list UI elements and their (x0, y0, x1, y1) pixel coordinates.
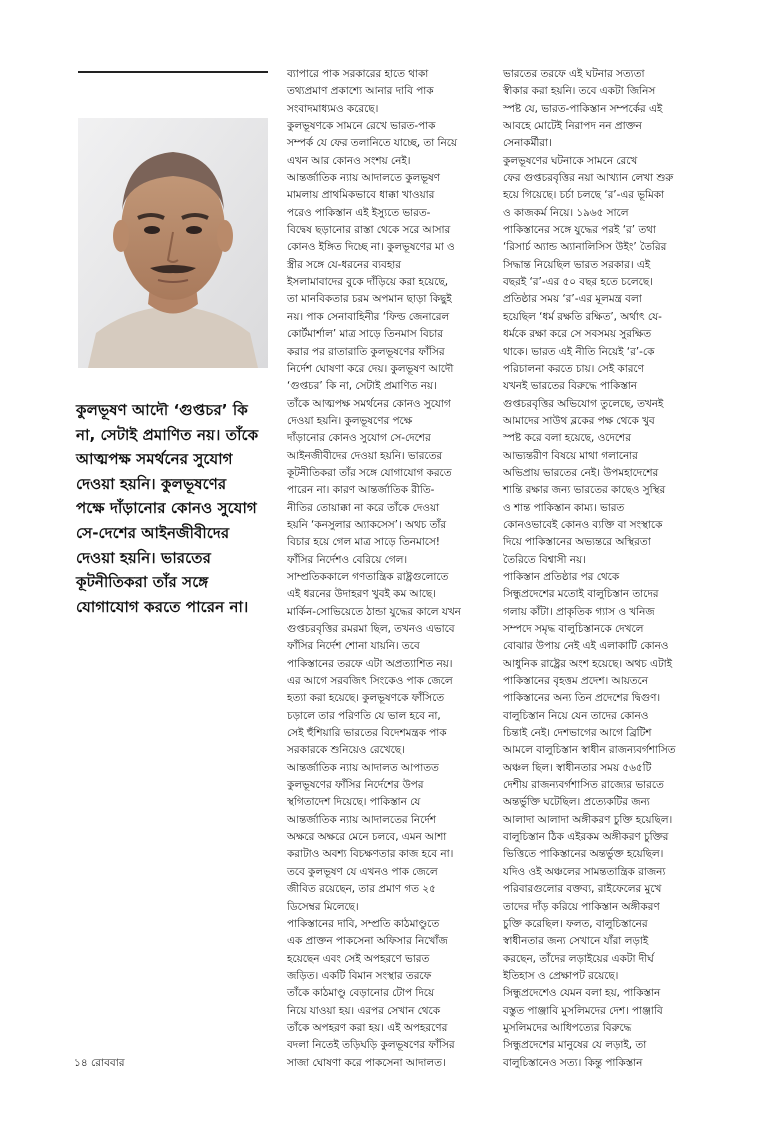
top-rule (78, 71, 268, 73)
article-column-1: ব্যাপারে পাক সরকারের হাতে থাকা তথ্যপ্রমাণ প্রকাশ্যে আনার দাবি পাক সংবাদমাধ্যমও করেছে। কুলভূষণকে সামনে রেখে ভারত-পাক সম্পর্ক যে ফের তলানিতে যাচ্ছে, তা নিয়ে এখন আর কোনও সংশয় নেই। আন্তর্জাতিক ন্যায় আদালতে কুলভূষণ মামলায় প্রাথমিকভাবে ধাক্কা খাওয়ার পরেও পাকিস্তান এই ইস্যুতে ভারত- বিদ্বেষ ছড়ানোর রাস্তা থেকে সরে আসার কোনও ইঙ্গিত দিচ্ছে না। কুলভূষণের মা ও স্ত্রীর সঙ্গে যে-ধরনের ব্যবহার ইসলামাবাদের বুকে দাঁড়িয়ে করা হয়েছে, তা মানবিকতার চরম অপমান ছাড়া কিছুই নয়। পাক সেনাবাহিনীর ‘ফিল্ড জেনারেল কোর্টমার্শাল’ মাত্র সাড়ে তিনমাস বিচার করার পর রাতারাতি কুলভূষণের ফাঁসির নির্দেশ ঘোষণা করে দেয়। কুলভূষণ আদৌ ‘গুপ্তচর’ কি না, সেটাই প্রমাণিত নয়। তাঁকে আত্মপক্ষ সমর্থনের কোনও সুযোগ দেওয়া হয়নি। কুলভূষণের পক্ষে দাঁড়ানোর কোনও সুযোগ সে-দেশের আইনজীবীদের দেওয়া হয়নি। ভারতের কূটনীতিকরা তাঁর সঙ্গে যোগাযোগ করতে পারেন না। কারণ আন্তর্জাতিক রীতি- নীতির তোয়াক্কা না করে তাঁকে দেওয়া হয়নি ‘কনসুলার অ্যাকসেস’। অথচ তাঁর বিচার হয়ে গেল মাত্র সাড়ে তিনমাসে! ফাঁসির নির্দেশও বেরিয়ে গেল। সাম্প্রতিককালে গণতান্ত্রিক রাষ্ট্রগুলোতে এই ধরনের উদাহরণ খুবই কম আছে। মার্কিন-সোভিয়েতে ঠান্ডা যুদ্ধের কালে যখন গুপ্তচরবৃত্তির রমরমা ছিল, তখনও এভাবে ফাঁসির নির্দেশ শোনা যায়নি। তবে পাকিস্তানের তরফে এটা অপ্রত্যাশিত নয়। এর আগে সরবজিৎ সিংকেও পাক জেলে হত্যা করা হয়েছে। কুলভূষণকে ফাঁসিতে চড়ালে তার পরিণতি যে ভাল হবে না, সেই হুঁশিয়ারি ভারতের বিদেশমন্ত্রক পাক সরকারকে শুনিয়েও রেখেছে। আন্তর্জাতিক ন্যায় আদালত আপাতত কুলভূষণের ফাঁসির নির্দেশের উপর স্থগিতাদেশ দিয়েছে। পাকিস্তান যে আন্তর্জাতিক ন্যায় আদালতের নির্দেশ অক্ষরে অক্ষরে মেনে চলবে, এমন আশা করাটাও অবশ্য বিচক্ষণতার কাজ হবে না। তবে কুলভূষণ যে এখনও পাক জেলে জীবিত রয়েছেন, তার প্রমাণ গত ২৫ ডিসেম্বর মিলেছে। পাকিস্তানের দাবি, সম্প্রতি কাঠমাণ্ডুতে এক প্রাক্তন পাকসেনা অফিসার নিখোঁজ হয়েছেন এবং সেই অপহরণে ভারত জড়িত। একটি বিমান সংস্থার তরফে তাঁকে কাঠমাণ্ডু বেড়ানোর টোপ দিয়ে নিয়ে যাওয়া হয়। এরপর সেখান থেকে তাঁকে অপহরণ করা হয়। এই অপহরণের বদলা নিতেই তড়িঘড়ি কুলভূষণের ফাঁসির সাজা ঘোষণা করে পাকসেনা আদালত। (287, 68, 461, 1069)
publication-name: রোববার (90, 1057, 125, 1069)
pull-quote: কুলভূষণ আদৌ ‘গুপ্তচর’ কি না, সেটাই প্রমাণিত নয়। তাঁকে আত্মপক্ষ সমর্থনের সুযোগ দেওয়া হয়নি। কুলভূষণের পক্ষে দাঁড়ানোর কোনও সুযোগ সে-দেশের আইনজীবীদের দেওয়া হয়নি। ভারতের কূটনীতিকরা তাঁর সঙ্গে যোগাযোগ করতে পারেন না। (76, 401, 259, 616)
article-column-2: ভারতের তরফে এই ঘটনার সত্যতা স্বীকার করা হয়নি। তবে একটা জিনিস স্পষ্ট যে, ভারত-পাকিস্তান সম্পর্কের এই আবহে মোটেই নিরাপদ নন প্রাক্তন সেনাকর্মীরা। কুলভূষণের ঘটনাকে সামনে রেখে ফের গুপ্তচরবৃত্তির নয়া আখ্যান লেখা শুরু হয়ে গিয়েছে। চর্চা চলছে ‘র’-এর ভূমিকা ও কাজকর্ম নিয়ে। ১৯৬৫ সালে পাকিস্তানের সঙ্গে যুদ্ধের পরই ‘র’ তথা ‘রিসার্চ অ্যান্ড অ্যানালিসিস উইং’ তৈরির সিদ্ধান্ত নিয়েছিল ভারত সরকার। এই বছরই ‘র’-এর ৫০ বছর হতে চলেছে। প্রতিষ্ঠার সময় ‘র’-এর মূলমন্ত্র বলা হয়েছিল ‘ধর্ম রক্ষতি রক্ষিত’, অর্থাৎ যে- ধর্মকে রক্ষা করে সে সবসময় সুরক্ষিত থাকে। ভারত এই নীতি নিয়েই ‘র’-কে পরিচালনা করতে চায়। সেই কারণে যখনই ভারতের বিরুদ্ধে পাকিস্তান গুপ্তচরবৃত্তির অভিযোগ তুলেছে, তখনই আমাদের সাউথ ব্লকের পক্ষ থেকে খুব স্পষ্ট করে বলা হয়েছে, ওদেশের আভ্যন্তরীণ বিষয়ে মাথা গলানোর অভিপ্রায় ভারতের নেই। উপমহাদেশের শান্তি রক্ষার জন্য ভারতের কাছেও সুস্থির ও শান্ত পাকিস্তান কাম্য। ভারত কোনওভাবেই কোনও ব্যক্তি বা সংস্থাকে দিয়ে পাকিস্তানের অভ্যন্তরে অস্থিরতা তৈরিতে বিশ্বাসী নয়। পাকিস্তান প্রতিষ্ঠার পর থেকে সিন্ধুপ্রদেশের মতোই বালুচিস্তান তাদের গলায় কাঁটা। প্রাকৃতিক গ্যাস ও খনিজ সম্পদে সমৃদ্ধ বালুচিস্তানকে দেখলে বোঝার উপায় নেই এই এলাকাটি কোনও আধুনিক রাষ্ট্রের অংশ হয়েছে। অথচ এটাই পাকিস্তানের বৃহত্তম প্রদেশ। আয়তনে পাকিস্তানের অন্য তিন প্রদেশের দ্বিগুণ। বালুচিস্তান নিয়ে যেন তাদের কোনও চিন্তাই নেই। দেশভাগের আগে ব্রিটিশ আমলে বালুচিস্তান স্বাধীন রাজন্যবর্গশাসিত অঞ্চল ছিল। স্বাধীনতার সময় ৫৬৫টি দেশীয় রাজন্যবর্গশাসিত রাজ্যের ভারতে অন্তর্ভুক্তি ঘটেছিল। প্রত্যেকটির জন্য আলাদা আলাদা অঙ্গীকরণ চুক্তি হয়েছিল। বালুচিস্তান ঠিক এইরকম অঙ্গীকরণ চুক্তির ভিত্তিতে পাকিস্তানের অন্তর্ভুক্ত হয়েছিল। যদিও ওই অঞ্চলের সামন্ততান্ত্রিক রাজন্য পরিবারগুলোর বক্তব্য, রাইফেলের মুখে তাদের দাঁড় করিয়ে পাকিস্তান অঙ্গীকরণ চুক্তি করেছিল। ফলত, বালুচিস্তানের স্বাধীনতার জন্য সেখানে যাঁরা লড়াই করছেন, তাঁদের লড়াইয়ের একটা দীর্ঘ ইতিহাস ও প্রেক্ষাপট রয়েছে। সিন্ধুপ্রদেশেও যেমন বলা হয়, পাকিস্তান বস্তুত পাঞ্জাবি মুসলিমদের দেশ। পাঞ্জাবি মুসলিমদের আধিপত্যের বিরুদ্ধে সিন্ধুপ্রদেশের মানুষের যে লড়াই, তা বালুচিস্তানেও সত্য। কিন্তু পাকিস্তান (503, 68, 676, 1069)
portrait-photo (78, 118, 268, 368)
portrait-image (78, 118, 268, 368)
page-footer (74, 1056, 125, 1073)
page-number: ১৪ (74, 1057, 88, 1069)
